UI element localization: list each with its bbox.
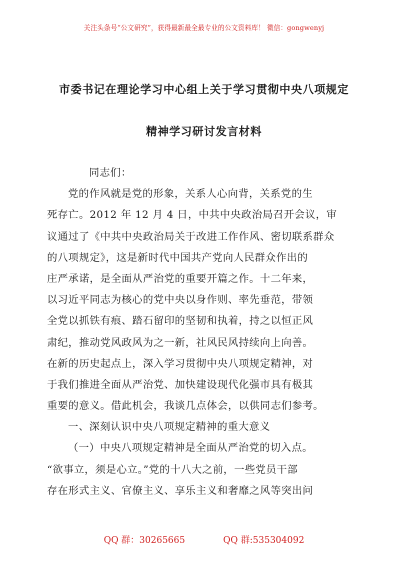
document-title-line-2: 精神学习研讨发言材料 xyxy=(146,125,262,138)
subsection-heading: （一）中央八项规定精神是全面从严治党的切入点。 xyxy=(68,442,313,455)
header-banner: 关注头条号“公文研究”，获得最新最全最专业的公文资料库！ 微信：gongwenyj xyxy=(83,24,325,32)
body-line: 死存亡。2012 年 12 月 4 日，中共中央政治局召开会议，审 xyxy=(47,209,338,222)
body-line: “欲事立，须是心立。”党的十八大之前，一些党员干部 xyxy=(47,463,298,476)
body-line: 全党以抓铁有痕、踏石留印的坚韧和执着，持之以恒正风 xyxy=(47,315,314,328)
body-line: 存在形式主义、官僚主义、享乐主义和奢靡之风等突出问 xyxy=(47,484,314,497)
section-heading: 一、深刻认识中央八项规定精神的重大意义 xyxy=(68,421,271,434)
body-line: 在新的历史起点上，深入学习贯彻中央八项规定精神，对 xyxy=(47,357,314,370)
body-line: 重要的意义。借此机会，我谈几点体会，以供同志们参考。 xyxy=(47,400,324,413)
body-line: 同志们： xyxy=(89,167,132,179)
document-body xyxy=(47,163,365,502)
footer-qq-group-2: QQ 群:535304092 xyxy=(223,536,305,546)
document-title-line-1: 市委书记在理论学习中心组上关于学习贯彻中央八项规定 xyxy=(59,83,349,96)
body-line: 的八项规定》，这是新时代中国共产党向人民群众作出的 xyxy=(47,251,309,264)
body-line: 肃纪，推动党风政风为之一新，社风民风持续向上向善。 xyxy=(47,336,314,349)
body-line: 党的作风就是党的形象，关系人心向背，关系党的生 xyxy=(68,188,313,201)
body-line: 于我们推进全面从严治党、加快建设现代化强市具有极其 xyxy=(47,378,314,391)
footer-contact xyxy=(0,533,408,546)
body-line: 庄严承诺，是全面从严治党的重要开篇之作。十二年来， xyxy=(47,272,314,285)
body-line: 以习近平同志为核心的党中央以身作则、率先垂范，带领 xyxy=(47,294,314,307)
footer-qq-group-1: QQ 群：30265665 xyxy=(103,536,186,546)
body-line: 议通过了《中共中央政治局关于改进工作作风、密切联系群众 xyxy=(47,230,335,243)
